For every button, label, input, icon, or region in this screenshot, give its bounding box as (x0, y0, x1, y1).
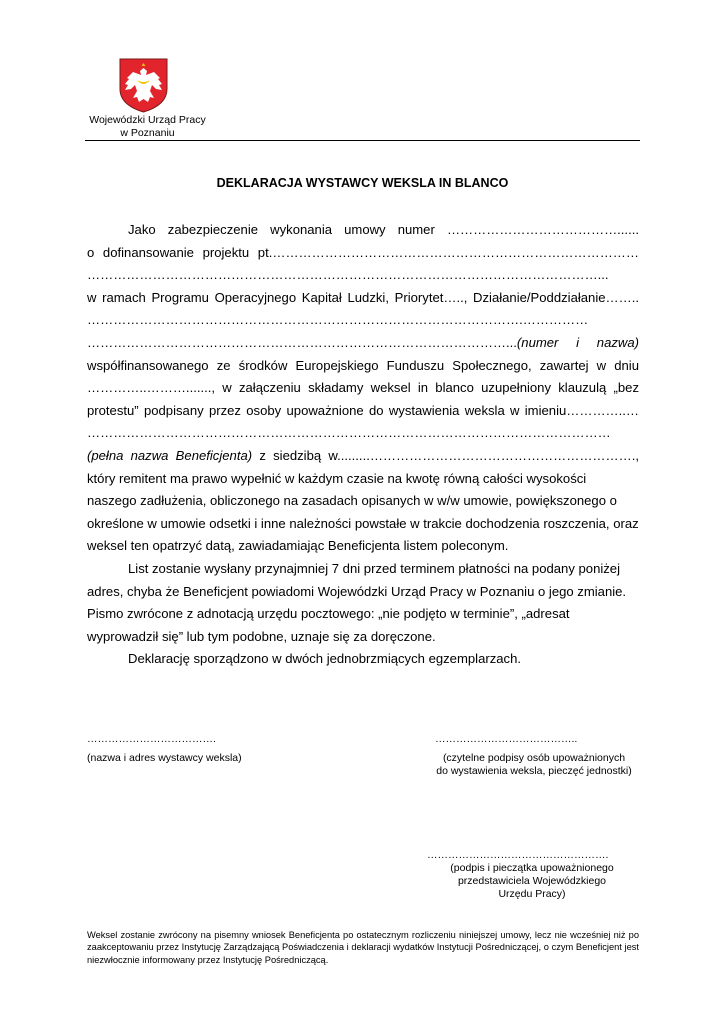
issuer-signature-dots: ………………………………. (87, 733, 216, 745)
authorized-signature-label (420, 752, 648, 778)
copies-paragraph: Deklarację sporządzono w dwóch jednobrzmiących egzemplarzach. (128, 651, 522, 667)
header-divider (85, 140, 640, 141)
dotted-fill: ……………………………………………………………………………………... (87, 334, 517, 350)
body-line: współfinansowanego ze środków Europejskiego Funduszu Społecznego, zawartej w dniu (87, 357, 639, 373)
body-line: o dofinansowanie projektu pt.………………………………………………………………………… (87, 244, 639, 260)
beneficiary-hint: (pełna nazwa Beneficjenta) (87, 447, 253, 463)
body-line: ……………………………………………………………………………………….…………… (87, 312, 589, 328)
document-title: DEKLARACJA WYSTAWCY WEKSLA IN BLANCO (216, 176, 509, 190)
org-line-2: w Poznaniu (120, 127, 175, 139)
body-line (87, 445, 639, 468)
authorized-signature-dots: ………………………………….. (435, 733, 578, 745)
coat-of-arms-logo (119, 58, 168, 113)
letter-paragraph: List zostanie wysłany przynajmniej 7 dni przed terminem płatności na podany poniżej adres, chyba że Beneficjent powiadomi Wojewódzki Urząd Pracy w Poznaniu o jego zmianie. Pismo zwrócone z adnotacją urzędu pocztowego: „nie podjęto w terminie”, „adresat wyprowadził się” lub tym podobne, uznaje się za doręczone. (87, 560, 627, 644)
organization-name (85, 114, 210, 140)
document-body (87, 219, 639, 671)
body-line: protestu” podpisany przez osoby upoważnione do wystawienia weksla w imieniu…………..… (87, 402, 639, 418)
number-name-hint: (numer i nazwa) (516, 334, 639, 350)
footer-note: Weksel zostanie zwrócony na pisemny wniosek Beneficjenta po ostatecznym rozliczeniu niniejszej umowy, lecz nie wcześniej niż po zaakceptowaniu przez Instytucję Zarządzającą Poświadczenia i deklaracji wydatków Instytucji Pośredniczącej, o czym Beneficjent jest niezwłocznie informowany przez Instytucję Pośredniczącą. (87, 930, 639, 965)
body-line: ………………………………………………………………………………………………………… (87, 425, 611, 441)
office-signature-label (427, 862, 637, 901)
issuer-signature-label: (nazwa i adres wystawcy weksla) (87, 752, 242, 764)
seat-fill: z siedzibą w.........……………………………………………………., (252, 447, 639, 463)
office-label-line: przedstawiciela Wojewódzkiego (457, 875, 607, 887)
authorized-label-line: (czytelne podpisy osób upoważnionych (442, 752, 626, 764)
org-line-1: Wojewódzki Urząd Pracy (89, 114, 206, 126)
body-line: Jako zabezpieczenie wykonania umowy numer …………………………………...... (128, 222, 639, 237)
body-line: ………………………………………………………………………………………………………... (87, 267, 609, 283)
body-line: w ramach Programu Operacyjnego Kapitał Ludzki, Priorytet….., Działanie/Poddziałanie…….. (87, 289, 639, 305)
remittance-paragraph: który remitent ma prawo wypełnić w każdym czasie na kwotę równą całości wysokości naszego zadłużenia, obliczonego na zasadach opisanych w w/w umowie, powiększonego o określone w umowie odsetki i inne należności powstałe w trakcie dochodzenia roszczenia, oraz weksel ten opatrzyć datą, zawiadamiając Beneficjenta listem poleconym. (87, 470, 639, 554)
office-label-line: (podpis i pieczątka upoważnionego (450, 862, 614, 874)
office-label-line: Urzędu Pracy) (498, 888, 566, 900)
body-line (87, 332, 639, 355)
office-signature-dots: ……………………………………………. (427, 849, 609, 861)
body-line: …………..………......., w załączeniu składamy weksel in blanco uzupełniony klauzulą „bez (87, 380, 639, 396)
authorized-label-line: do wystawienia weksla, pieczęć jednostki) (436, 765, 632, 777)
